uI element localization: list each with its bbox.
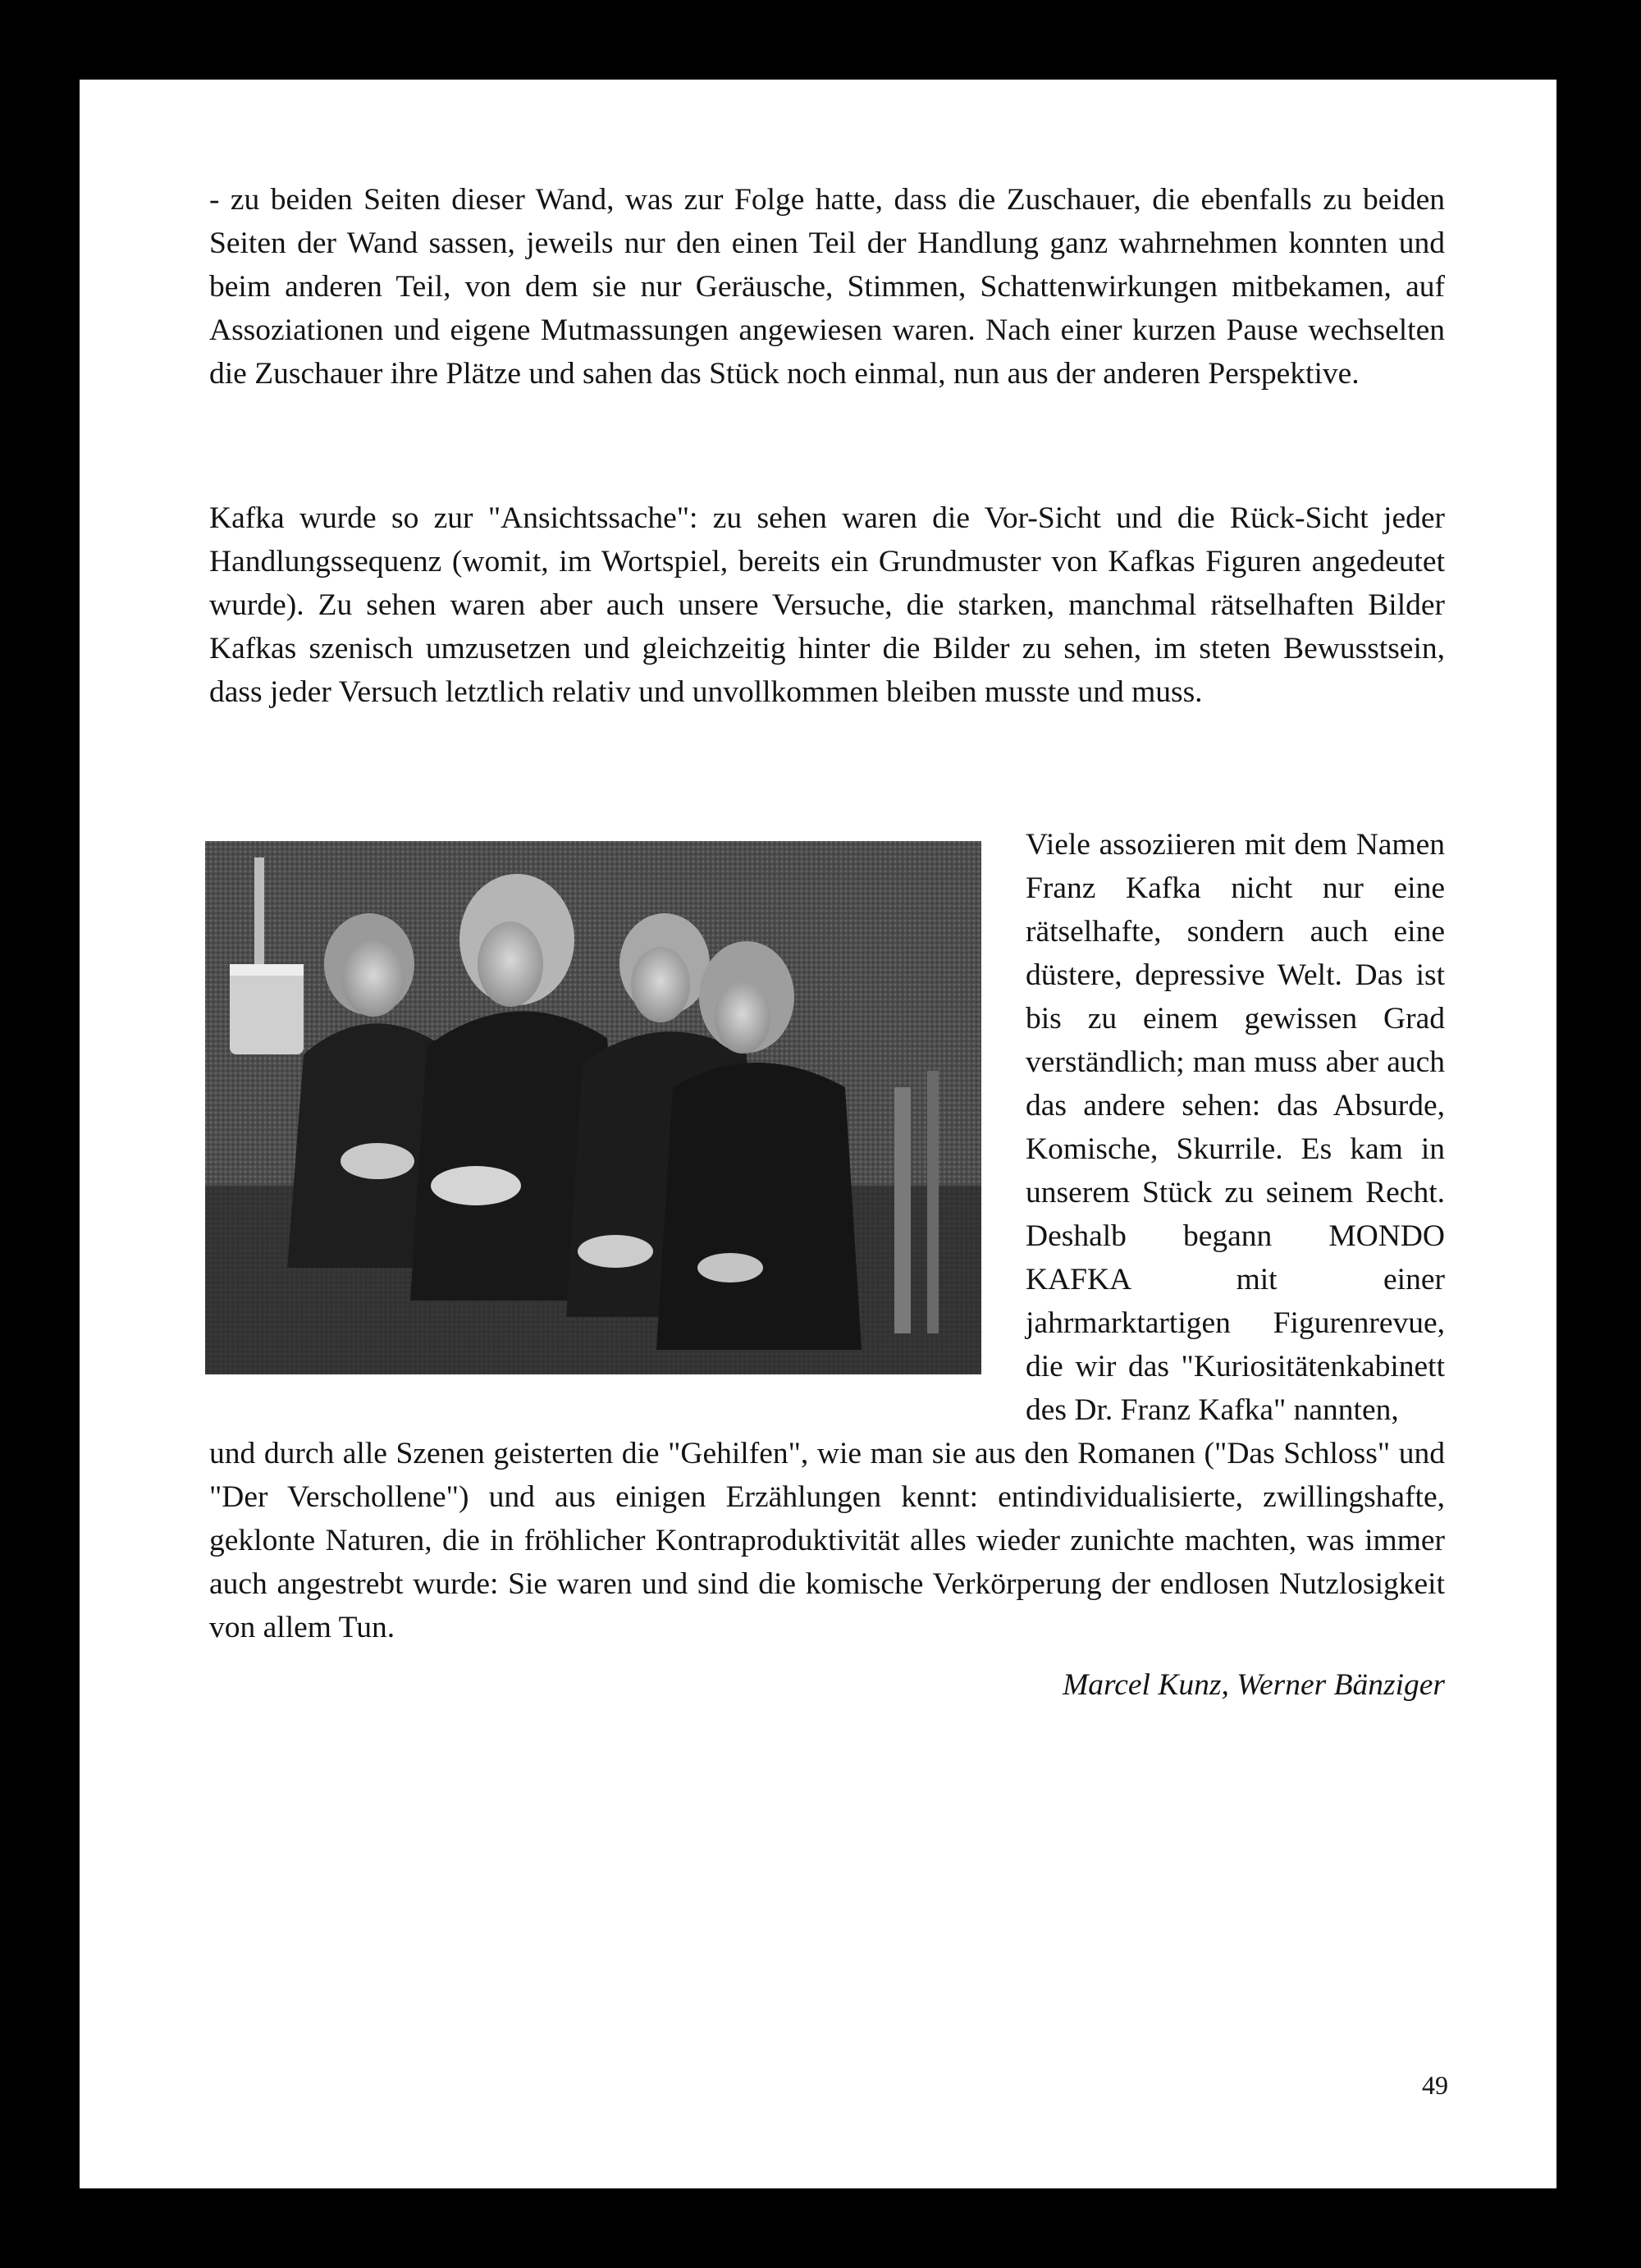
- paragraph-3-continued: und durch alle Szenen geisterten die "Gehilfen", wie man sie aus den Romanen ("Das Schloss" und "Der Verschollene") und aus einigen Erzählungen kennt: entindividualisierte, zwillingshafte, geklonte Naturen, die in fröhlicher Kontraproduktivität alles wieder zunichte machten, was immer auch angestrebt wurde: Sie waren und sind die komische Verkörperung der endlosen Nutzlosigkeit von allem Tun.: [209, 1437, 1445, 1644]
- page-number: 49: [1422, 2070, 1448, 2100]
- paragraph-3-beside-photo: Viele assoziieren mit dem Namen Franz Kafka nicht nur eine rätselhafte, sondern auch eine düstere, depressive Welt. Das ist bis zu einem gewissen Grad verständlich; man muss aber auch das andere sehen: das Absurde, Komische, Skurrile. Es kam in unserem Stück zu seinem Recht. Deshalb begann MONDO KAFKA mit einer jahrmarktartigen Figurenrevue, die wir das "Kuriositätenkabinett des Dr. Franz Kafka" nannten,: [1026, 828, 1445, 1427]
- author-signature: Marcel Kunz, Werner Bänziger: [1063, 1668, 1445, 1702]
- paragraph-2: Kafka wurde so zur "Ansichtssache": zu sehen waren die Vor-Sicht und die Rück-Sicht jeder Handlungssequenz (womit, im Wortspiel, bereits ein Grundmuster von Kafkas Figuren angedeutet wurde). Zu sehen waren aber auch unsere Versuche, die starken, manchmal rätselhaften Bilder Kafkas szenisch umzusetzen und gleichzeitig hinter die Bilder zu sehen, im steten Bewusstsein, dass jeder Versuch letztlich relativ und unvollkommen bleiben musste und muss.: [209, 501, 1445, 709]
- document-page: [80, 80, 1556, 2188]
- theatre-photo-icon: [205, 841, 981, 1374]
- paragraph-1: - zu beiden Seiten dieser Wand, was zur Folge hatte, dass die Zuschauer, die ebenfalls zu beiden Seiten der Wand sassen, jeweils nur den einen Teil der Handlung ganz wahrnehmen konnten und beim anderen Teil, von dem sie nur Geräusche, Stimmen, Schattenwirkungen mitbekamen, auf Assoziationen und eigene Mutmassungen angewiesen waren. Nach einer kurzen Pause wechselten die Zuschauer ihre Plätze und sahen das Stück noch einmal, nun aus der anderen Perspektive.: [209, 183, 1445, 391]
